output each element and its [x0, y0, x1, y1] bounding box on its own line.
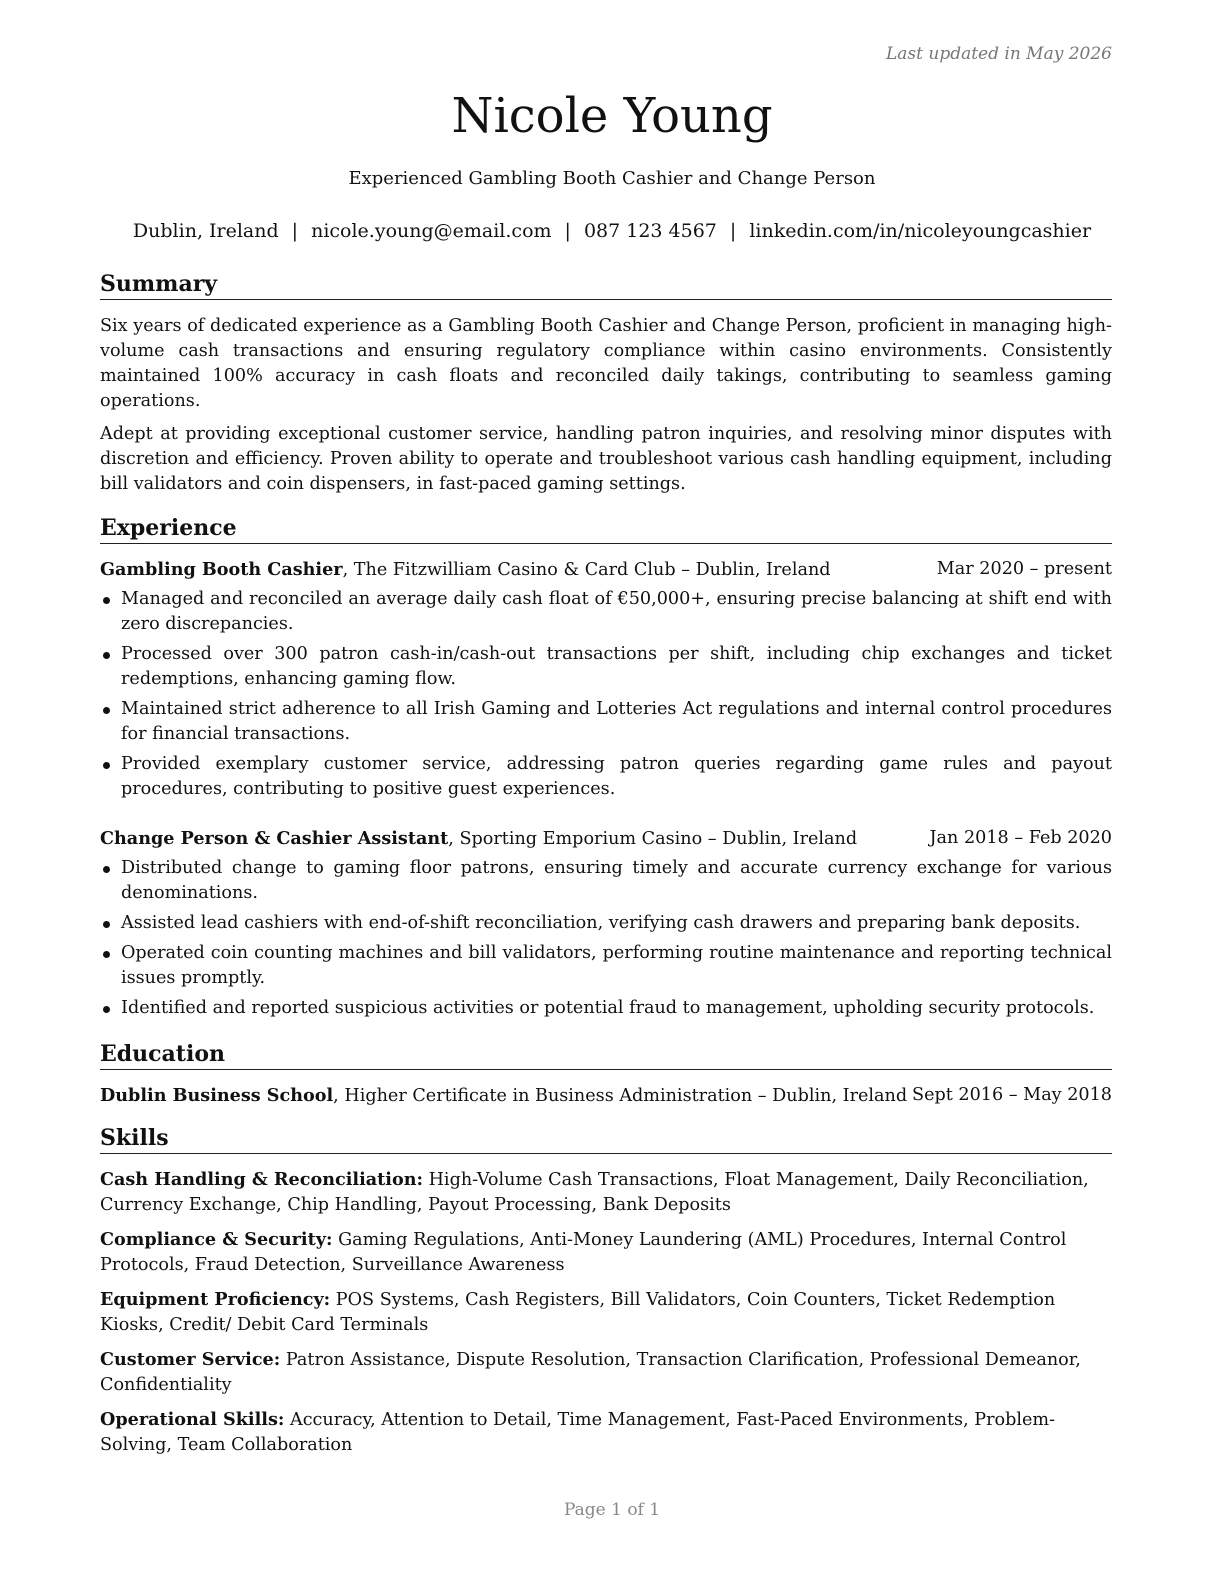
job-bullet: Processed over 300 patron cash-in/cash-out transactions per shift, including chip exchanges and ticket redemptions, enhancing gaming flow. [100, 642, 1112, 692]
education-detail: , Higher Certificate in Business Administration – Dublin, Ireland [333, 1086, 908, 1106]
bullet-dot [103, 921, 110, 928]
contact-line [0, 218, 1224, 244]
skill-group [100, 1227, 1112, 1278]
contact-linkedin[interactable]: linkedin.com/in/nicoleyoungcashier [749, 220, 1092, 242]
candidate-headline: Experienced Gambling Booth Cashier and Change Person [348, 168, 876, 189]
job-role: Gambling Booth Cashier [100, 559, 343, 580]
job-bullet: Maintained strict adherence to all Irish Gaming and Lotteries Act regulations and internal control procedures for financial transactions. [100, 697, 1112, 747]
job-bullet: Operated coin counting machines and bill validators, performing routine maintenance and reporting technical issues promptly. [100, 941, 1112, 991]
skill-group [100, 1287, 1112, 1338]
bullet-dot [103, 951, 110, 958]
job-role: Change Person & Cashier Assistant [100, 828, 449, 849]
job-header [100, 826, 1112, 852]
bullet-dot [103, 866, 110, 873]
skill-group [100, 1347, 1112, 1398]
contact-separator: | [291, 220, 299, 242]
skill-group [100, 1407, 1112, 1458]
skill-group [100, 1167, 1112, 1218]
job-dates: Mar 2020 – present [936, 559, 1112, 579]
resume-body [100, 270, 1112, 1458]
section-title-summary: Summary [100, 270, 1112, 300]
skill-label: Customer Service: [100, 1349, 281, 1370]
contact-separator: | [564, 220, 571, 242]
bullet-dot [103, 1006, 110, 1013]
job-bullet: Managed and reconciled an average daily cash float of €50,000+, ensuring precise balancing at shift end with zero discrepancies. [100, 587, 1112, 637]
contact-email[interactable]: nicole.young@email.com [311, 220, 552, 242]
skill-items: Accuracy, Attention to Detail, Time Management, Fast-Paced Environments, Problem-Solving, Team Collaboration [100, 1410, 1056, 1455]
bullet-dot [103, 597, 110, 604]
candidate-name: Nicole Young [451, 88, 773, 144]
education-entry [100, 1083, 1112, 1109]
job-header [100, 557, 1112, 583]
education-dates: Sept 2016 – May 2018 [912, 1085, 1112, 1105]
skill-items: High-Volume Cash Transactions, Float Management, Daily Reconciliation, Currency Exchange, Chip Handling, Payout Processing, Bank Deposits [100, 1170, 1089, 1215]
contact-separator: | [729, 220, 737, 242]
skill-label: Compliance & Security: [100, 1229, 333, 1250]
job-dates: Jan 2018 – Feb 2020 [929, 828, 1112, 848]
job-org: , The Fitzwilliam Casino & Card Club – Dublin, Ireland [342, 560, 831, 580]
job-bullets [100, 587, 1112, 802]
skill-label: Operational Skills: [100, 1409, 285, 1430]
job-bullet: Distributed change to gaming floor patrons, ensuring timely and accurate currency exchange for various denominations. [100, 856, 1112, 906]
contact-location: Dublin, Ireland [132, 220, 279, 242]
section-title-experience: Experience [100, 514, 1112, 544]
contact-phone: 087 123 4567 [583, 220, 717, 242]
skill-items: POS Systems, Cash Registers, Bill Validators, Coin Counters, Ticket Redemption Kiosks, Credit/ Debit Card Terminals [100, 1290, 1056, 1335]
job-bullet: Assisted lead cashiers with end-of-shift reconciliation, verifying cash drawers and preparing bank deposits. [100, 911, 1112, 936]
summary-paragraph: Adept at providing exceptional customer service, handling patron inquiries, and resolving minor disputes with discretion and efficiency. Proven ability to operate and troubleshoot various cash handling equipment, including bill validators and coin dispensers, in fast-paced gaming settings. [100, 424, 1112, 494]
bullet-dot [103, 652, 110, 659]
bullet-dot [103, 762, 110, 769]
job-org: , Sporting Emporium Casino – Dublin, Ireland [448, 829, 858, 849]
skill-label: Equipment Proficiency: [100, 1289, 331, 1310]
skill-label: Cash Handling & Reconciliation: [100, 1169, 423, 1190]
job-bullet: Provided exemplary customer service, addressing patron queries regarding game rules and payout procedures, contributing to positive guest experiences. [100, 752, 1112, 802]
last-updated-note: Last updated in May 2026 [885, 44, 1112, 64]
page-number: Page 1 of 1 [563, 1500, 661, 1520]
section-title-education: Education [100, 1040, 1112, 1070]
education-school: Dublin Business School [100, 1085, 334, 1106]
bullet-dot [103, 707, 110, 714]
summary-paragraph: Six years of dedicated experience as a Gambling Booth Cashier and Change Person, proficient in managing high-volume cash transactions and ensuring regulatory compliance within casino environments. Consistently maintained 100% accuracy in cash floats and reconciled daily takings, contributing to seamless gaming operations. [100, 316, 1112, 411]
section-title-skills: Skills [100, 1124, 1112, 1154]
skill-items: Gaming Regulations, Anti-Money Laundering (AML) Procedures, Internal Control Protocols, Fraud Detection, Surveillance Awareness [100, 1230, 1067, 1275]
job-bullet: Identified and reported suspicious activities or potential fraud to management, upholding security protocols. [100, 996, 1112, 1021]
job-bullets [100, 856, 1112, 1021]
skill-items: Patron Assistance, Dispute Resolution, Transaction Clarification, Professional Demeanor, Confidentiality [100, 1350, 1081, 1395]
